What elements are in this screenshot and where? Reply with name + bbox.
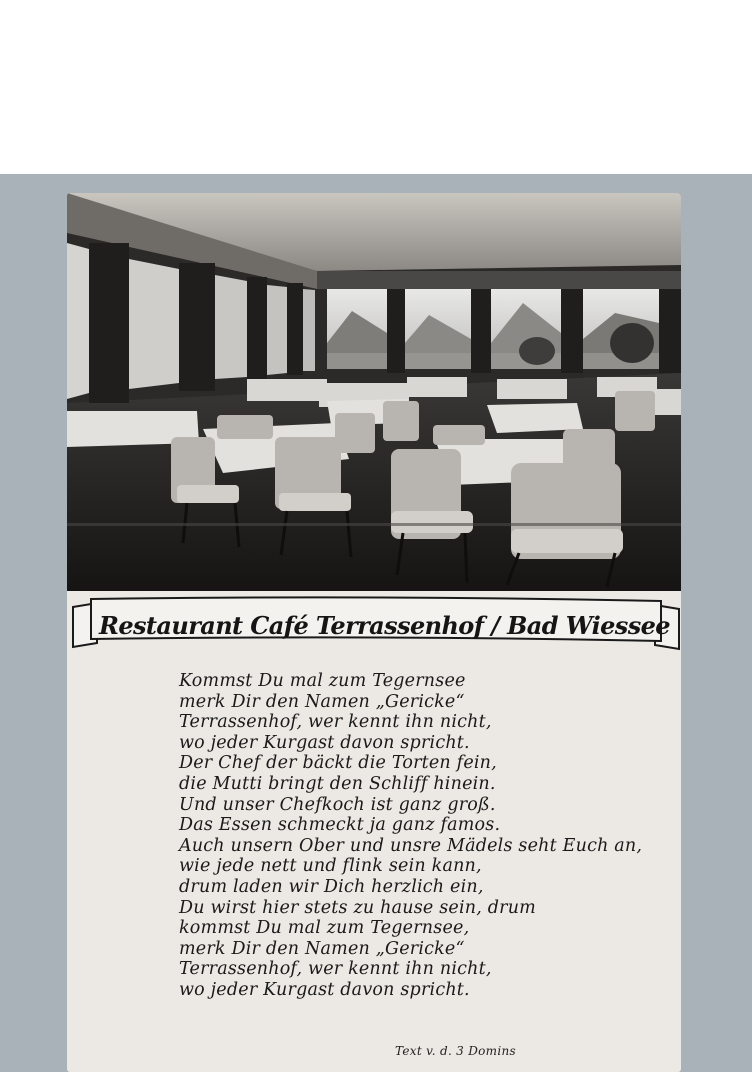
poem [179, 671, 679, 1001]
poem-line: die Mutti bringt den Schliff hinein. [179, 773, 496, 794]
poem-line: kommst Du mal zum Tegernsee, [179, 918, 470, 939]
title-banner [71, 595, 681, 655]
poem-line: Terrassenhof, wer kennt ihn nicht, [179, 959, 492, 980]
poem-line: Das Essen schmeckt ja ganz famos. [179, 815, 501, 836]
top-margin [0, 0, 752, 174]
poem-line: Terrassenhof, wer kennt ihn nicht, [179, 712, 492, 733]
postcard [67, 193, 681, 1072]
poem-line: Und unser Chefkoch ist ganz groß. [179, 794, 496, 815]
poem-line: drum laden wir Dich herzlich ein, [179, 876, 484, 897]
text-credit: Text v. d. 3 Domins [395, 1044, 516, 1058]
poem-line: Auch unsern Ober und unsre Mädels seht Euch an, [179, 835, 643, 856]
poem-line: merk Dir den Namen „Gericke“ [179, 691, 465, 712]
poem-line: Der Chef der bäckt die Torten fein, [179, 753, 497, 774]
poem-line: Du wirst hier stets zu hause sein, drum [179, 897, 536, 918]
restaurant-title: Restaurant Café Terrassenhof / Bad Wiessee [99, 611, 670, 640]
poem-line: wo jeder Kurgast davon spricht. [179, 979, 470, 1000]
restaurant-photo [67, 193, 681, 591]
poem-line: wo jeder Kurgast davon spricht. [179, 732, 470, 753]
poem-line: Kommst Du mal zum Tegernsee [179, 671, 466, 691]
poem-line: merk Dir den Namen „Gericke“ [179, 938, 465, 959]
poem-line: wie jede nett und flink sein kann, [179, 856, 482, 877]
